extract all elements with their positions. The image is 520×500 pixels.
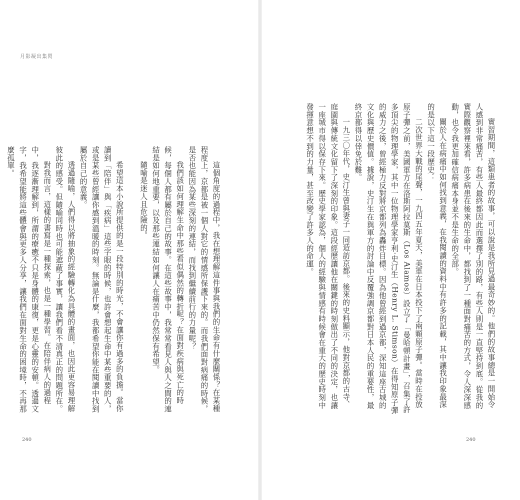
paragraph: 透過隨喻，人們得以將抽象的經驗轉化為具體的畫面，也因此更容易理解彼此的感受。但隨喻同時也可能遮蔽了事實，讓我們看不清真正的問題所在。 [54, 146, 76, 413]
left-page-text [6, 146, 222, 417]
running-head: 月影凝出集閃 [20, 54, 54, 60]
paragraph: 隨喻是迷人且危險的。 [139, 160, 149, 240]
page-number-left: 240 [22, 437, 32, 443]
paragraph: 一九三〇年代，史汀生曾與妻子一同造訪京都。後來的史料顯示，他對京都的古寺、庭園與傳統文化留下了深刻的印象。這段經歷讓他在關鍵的時刻做出了不同的決定，也讓一座城市得以保存下來。歷史學家認為，個人的經驗與情感有時候會在重大的歷史時刻中發揮意想不到的力量，甚至改變了許多人的命運。 [305, 103, 351, 410]
page-number-right: 240 [466, 437, 476, 443]
paragraph: 希望這本小說所提供的是一段特別的時光，不會讓你有過多的負擔。當你讀到「陪伴」與「疾病」這些字眼的時候，也許會想起生命中某些重要的人，或是某些曾經讓你感到溫暖的時刻。無論是什麼，我都希望你能在閱讀中找到屬於自己的意義。 [79, 146, 125, 413]
paragraph: 實習期間，這類患者的故事，可以說是我所見過最奇妙的。他們的故事總是一開始令人感到非常痛苦，有些人最終都因此而選擇了別的路，有些人則是一直堅持到底。從我的實際觀察裡來看，許多病患在後來的生命中，都找到了一種面對痛苦的方式，令人深深感動，也令我更加確信病痛本身並不是生命的全部。 [450, 103, 496, 410]
paragraph: 我們該如何理解生命中那些看似偶然的轉折呢？在面對疾病與死亡的時候，每個人都有屬於自己的故事。在這些故事中，我常常看見人與人之間的連結是如何地重要，以及那些連結如何讓人在痛苦中仍然保有希望。 [151, 146, 185, 413]
paragraph: 二次世界大戰的尾聲，一九四五年夏天，美軍在日本投下了兩顆原子彈。當時在投放原子彈之前，美國軍方在洛斯阿拉莫斯（Los Alamos）設立了「曼哈頓計畫」，召集了許多頂尖的物理學家，其中一位物理學家亨利·史汀生（Henry L. Stimson）在得知原子彈的威力之後，曾經極力反對將京都列為轟炸目標。因為他曾經到過京都，深知這座古城的文化與歷史價值。據說，史汀生在與軍方的討論中反覆強調京都對日本人民的重要性，最終京都得以倖免於難。 [353, 103, 424, 415]
paragraph: 對我而言，這樣的書寫是一種探索，也是一種學習。在陪伴病人的過程中，我逐漸理解到，所謂的療癒不只是身體的康復，更是心靈的安頓。透過文字，我希望能將這些體會與更多人分享，讓我們在面對生命的困境時，不再那麼孤單。 [6, 146, 52, 413]
paragraph: 這個角度的過程中，我在想理解這件事與我們的生命有什麼關係？在某種程度上，京都是被一個人對它的情感所保護下來的。而我們面對病痛的時候，是否也能因為某些深刻的連結，而找到繼續前行的力量呢？ [187, 146, 221, 413]
right-page-text [283, 103, 497, 415]
paragraph: 關於人在病痛中如何找到意義，在我閱讀的資料中有許多的記載，其中讓我印象最深的是以下這一段歷史： [426, 103, 448, 409]
